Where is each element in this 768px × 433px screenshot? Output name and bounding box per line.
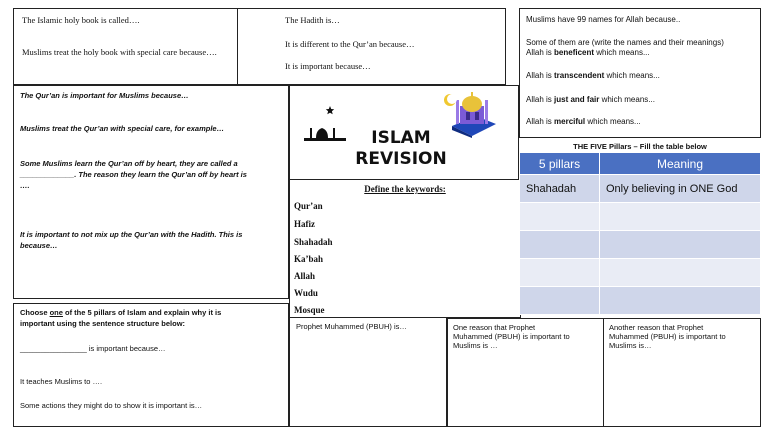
- choose-line-1-pre: Choose: [20, 308, 50, 317]
- table-row: [520, 259, 761, 287]
- pillar-cell[interactable]: [520, 203, 600, 231]
- choose-line-2: important using the sentence structure below:: [20, 319, 186, 328]
- title-line-1: ISLAM: [371, 128, 431, 148]
- quran-question-4-line-2: because…: [20, 241, 58, 250]
- names-transcendent-post: which means...: [604, 71, 660, 80]
- keyword-quran: Qur’an: [294, 201, 323, 211]
- pillar-cell[interactable]: [520, 231, 600, 259]
- meaning-cell[interactable]: [600, 259, 761, 287]
- names-beneficent-post: which means...: [594, 48, 650, 57]
- choose-line-1: [20, 308, 221, 318]
- prophet-question-3-line-3: Muslims is…: [609, 341, 652, 350]
- names-just-fair: [526, 95, 655, 105]
- choose-line-4: It teaches Muslims to ….: [20, 377, 103, 386]
- names-question-1: Muslims have 99 names for Allah because..: [526, 15, 681, 24]
- hadith-question-2: It is different to the Qur’an because…: [285, 39, 415, 49]
- choose-line-1-post: of the 5 pillars of Islam and explain why it is: [62, 308, 222, 317]
- prophet-question-2-line-1: One reason that Prophet: [453, 323, 536, 332]
- keyword-wudu: Wudu: [294, 288, 318, 298]
- names-transcendent-bold: transcendent: [554, 71, 605, 80]
- pillar-cell[interactable]: [520, 287, 600, 315]
- names-of-allah-box: [519, 8, 761, 138]
- table-row: [520, 231, 761, 259]
- table-row: [520, 175, 761, 203]
- holy-book-question-1: The Islamic holy book is called….: [22, 15, 140, 25]
- quran-question-3-line-2: _____________. The reason they learn the Qur’an off by heart is: [20, 170, 247, 179]
- prophet-box-2: [447, 318, 604, 427]
- choose-line-3: ________________ is important because…: [20, 344, 166, 353]
- meaning-cell[interactable]: [600, 203, 761, 231]
- names-transcendent: [526, 71, 660, 81]
- table-row: [520, 287, 761, 315]
- names-beneficent: [526, 48, 650, 58]
- prophet-question-2-line-2: Muhammed (PBUH) is important to: [453, 332, 570, 341]
- hadith-question-3: It is important because…: [285, 61, 371, 71]
- keyword-shahadah: Shahadah: [294, 237, 333, 247]
- pillars-header-pillar: 5 pillars: [520, 153, 600, 175]
- quran-question-3-line-3: ….: [20, 181, 30, 190]
- crescent-moon-mosque-icon: [300, 98, 350, 144]
- meaning-cell[interactable]: Only believing in ONE God: [600, 175, 761, 203]
- holy-book-question-2: Muslims treat the holy book with special care because….: [22, 47, 217, 57]
- prophet-box-3: [603, 318, 761, 427]
- pillar-cell[interactable]: Shahadah: [520, 175, 600, 203]
- pillars-header-meaning: Meaning: [600, 153, 761, 175]
- prophet-box-1: [289, 318, 447, 427]
- keyword-kabah: Ka’bah: [294, 254, 324, 264]
- keyword-hafiz: Hafiz: [294, 219, 315, 229]
- names-beneficent-bold: beneficent: [554, 48, 595, 57]
- names-question-2: Some of them are (write the names and their meanings): [526, 38, 724, 47]
- names-merciful: [526, 117, 641, 127]
- names-merciful-bold: merciful: [554, 117, 586, 126]
- names-beneficent-pre: Allah is: [526, 48, 555, 57]
- hadith-question-1: The Hadith is…: [285, 15, 340, 25]
- quran-question-2: Muslims treat the Qur’an with special care, for example…: [20, 124, 225, 133]
- meaning-cell[interactable]: [600, 287, 761, 315]
- choose-line-5: Some actions they might do to show it is important is…: [20, 401, 203, 410]
- names-merciful-post: which means...: [585, 117, 641, 126]
- quran-question-4-line-1: It is important to not mix up the Qur’an with the Hadith. This is: [20, 230, 243, 239]
- choose-line-1-underline: one: [49, 308, 63, 317]
- keyword-mosque: Mosque: [294, 305, 325, 315]
- names-just-fair-post: which means...: [599, 95, 655, 104]
- pillars-caption: THE FIVE Pillars – Fill the table below: [573, 142, 707, 151]
- choose-pillar-box: [13, 303, 289, 427]
- prophet-question-1: Prophet Muhammed (PBUH) is…: [296, 322, 407, 331]
- names-just-fair-bold: just and fair: [554, 95, 600, 104]
- keyword-allah: Allah: [294, 271, 316, 281]
- prophet-question-2-line-3: Muslims is …: [453, 341, 498, 350]
- pillar-cell[interactable]: [520, 259, 600, 287]
- keywords-heading: Define the keywords:: [364, 184, 446, 194]
- quran-question-3-line-1: Some Muslims learn the Qur’an off by heart, they are called a: [20, 159, 238, 168]
- pillars-header-row: [520, 153, 761, 175]
- prophet-question-3-line-2: Muhammed (PBUH) is important to: [609, 332, 726, 341]
- title-line-2: REVISION: [355, 149, 447, 169]
- hadith-box: [237, 8, 506, 85]
- names-transcendent-pre: Allah is: [526, 71, 555, 80]
- revision-title: [346, 128, 456, 170]
- holy-book-box: [13, 8, 238, 85]
- names-just-fair-pre: Allah is: [526, 95, 555, 104]
- pillars-table: [519, 152, 761, 315]
- quran-question-1: The Qur’an is important for Muslims because…: [20, 91, 189, 100]
- quran-box: [13, 85, 289, 299]
- table-row: [520, 203, 761, 231]
- prophet-question-3-line-1: Another reason that Prophet: [609, 323, 704, 332]
- meaning-cell[interactable]: [600, 231, 761, 259]
- keywords-box: [289, 179, 521, 318]
- names-merciful-pre: Allah is: [526, 117, 555, 126]
